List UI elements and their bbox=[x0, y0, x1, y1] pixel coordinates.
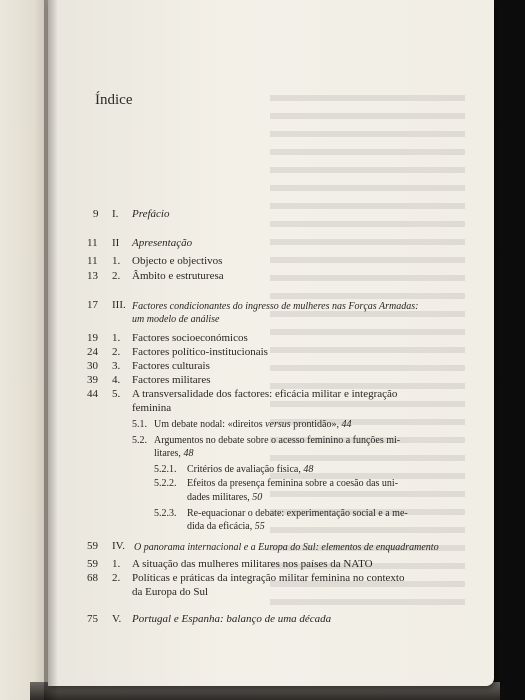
toc-number: 1. bbox=[112, 332, 121, 344]
toc-page-number: 50 bbox=[252, 492, 263, 503]
left-page-edge bbox=[0, 0, 48, 700]
toc-page-number: 48 bbox=[303, 464, 314, 475]
toc-title-continued: um modelo de análise bbox=[132, 314, 220, 325]
toc-title: Prefácio bbox=[132, 208, 170, 220]
toc-title: Factores militares bbox=[132, 374, 211, 386]
toc-title: Portugal e Espanha: balanço de uma década bbox=[132, 613, 332, 625]
show-through-text bbox=[270, 95, 465, 615]
toc-title: Apresentação bbox=[132, 237, 193, 249]
toc-page-number: 19 bbox=[87, 332, 98, 344]
toc-number: 5.2. bbox=[132, 435, 147, 446]
toc-title: Um debate nodal: «direitos versus prontidão», 44 bbox=[154, 419, 352, 430]
toc-title: Políticas e práticas da integração militar feminina no contexto bbox=[132, 572, 405, 584]
toc-page-number: 11 bbox=[87, 255, 98, 267]
toc-number: 2. bbox=[112, 270, 121, 282]
toc-number: 2. bbox=[112, 346, 121, 358]
toc-number: III. bbox=[112, 299, 126, 311]
toc-title: Factores condicionantes do ingresso de mulheres nas Forças Armadas: bbox=[132, 301, 419, 312]
toc-page-number: 13 bbox=[87, 270, 98, 282]
toc-page-number: 24 bbox=[87, 346, 98, 358]
toc-number: 5. bbox=[112, 388, 121, 400]
book-gutter bbox=[44, 0, 58, 700]
toc-title: O panorama internacional e a Europa do Sul: elementos de enquadramento bbox=[134, 542, 439, 553]
index-title: Índice bbox=[95, 92, 133, 108]
toc-title-continued: dades militares, 50 bbox=[187, 492, 263, 503]
toc-number: 1. bbox=[112, 255, 121, 267]
toc-page-number: 59 bbox=[87, 540, 98, 552]
toc-number: 5.2.2. bbox=[154, 478, 177, 489]
toc-title: Factores político-institucionais bbox=[132, 346, 268, 358]
toc-page-number: 59 bbox=[87, 558, 98, 570]
toc-number: 5.2.3. bbox=[154, 508, 177, 519]
toc-number: 5.1. bbox=[132, 419, 147, 430]
toc-number: II bbox=[112, 237, 120, 249]
toc-title-continued: da Europa do Sul bbox=[132, 586, 209, 598]
toc-number: 4. bbox=[112, 374, 121, 386]
toc-title: Âmbito e estruturesa bbox=[132, 270, 224, 282]
toc-number: 3. bbox=[112, 360, 121, 372]
toc-page-number: 44 bbox=[341, 419, 352, 430]
toc-page-number: 44 bbox=[87, 388, 98, 400]
toc-page-number: 30 bbox=[87, 360, 98, 372]
toc-page-number: 39 bbox=[87, 374, 98, 386]
toc-page-number: 75 bbox=[87, 613, 98, 625]
toc-page-number: 55 bbox=[254, 521, 265, 532]
toc-page-number: 17 bbox=[87, 299, 98, 311]
toc-title: Efeitos da presença feminina sobre a coesão das uni- bbox=[187, 478, 399, 489]
toc-page-number: 9 bbox=[93, 208, 99, 220]
toc-number: 5.2.1. bbox=[154, 464, 177, 475]
toc-title: Factores socioeconómicos bbox=[132, 332, 248, 344]
toc-number: IV. bbox=[112, 540, 125, 552]
toc-title-continued: dida da eficácia, 55 bbox=[187, 521, 265, 532]
toc-number: I. bbox=[112, 208, 119, 220]
toc-title-continued: feminina bbox=[132, 402, 172, 414]
toc-title: Objecto e objectivos bbox=[132, 255, 223, 267]
toc-number: 2. bbox=[112, 572, 121, 584]
toc-page-number: 11 bbox=[87, 237, 98, 249]
toc-number: V. bbox=[112, 613, 122, 625]
toc-title: Factores culturais bbox=[132, 360, 210, 372]
toc-title: Re-equacionar o debate: experimentação social e a me- bbox=[187, 508, 408, 519]
toc-title: A situação das mulheres militares nos países da NATO bbox=[132, 558, 373, 570]
toc-title-continued: litares, 48 bbox=[154, 448, 194, 459]
toc-title: A transversalidade dos factores: eficácia militar e integração bbox=[132, 388, 398, 400]
toc-title: Critérios de avaliação física, 48 bbox=[187, 464, 314, 475]
toc-page-number: 48 bbox=[183, 448, 194, 459]
toc-page-number: 68 bbox=[87, 572, 98, 584]
toc-number: 1. bbox=[112, 558, 121, 570]
toc-title: Argumentos no debate sobre o acesso feminino a funções mi- bbox=[154, 435, 401, 446]
